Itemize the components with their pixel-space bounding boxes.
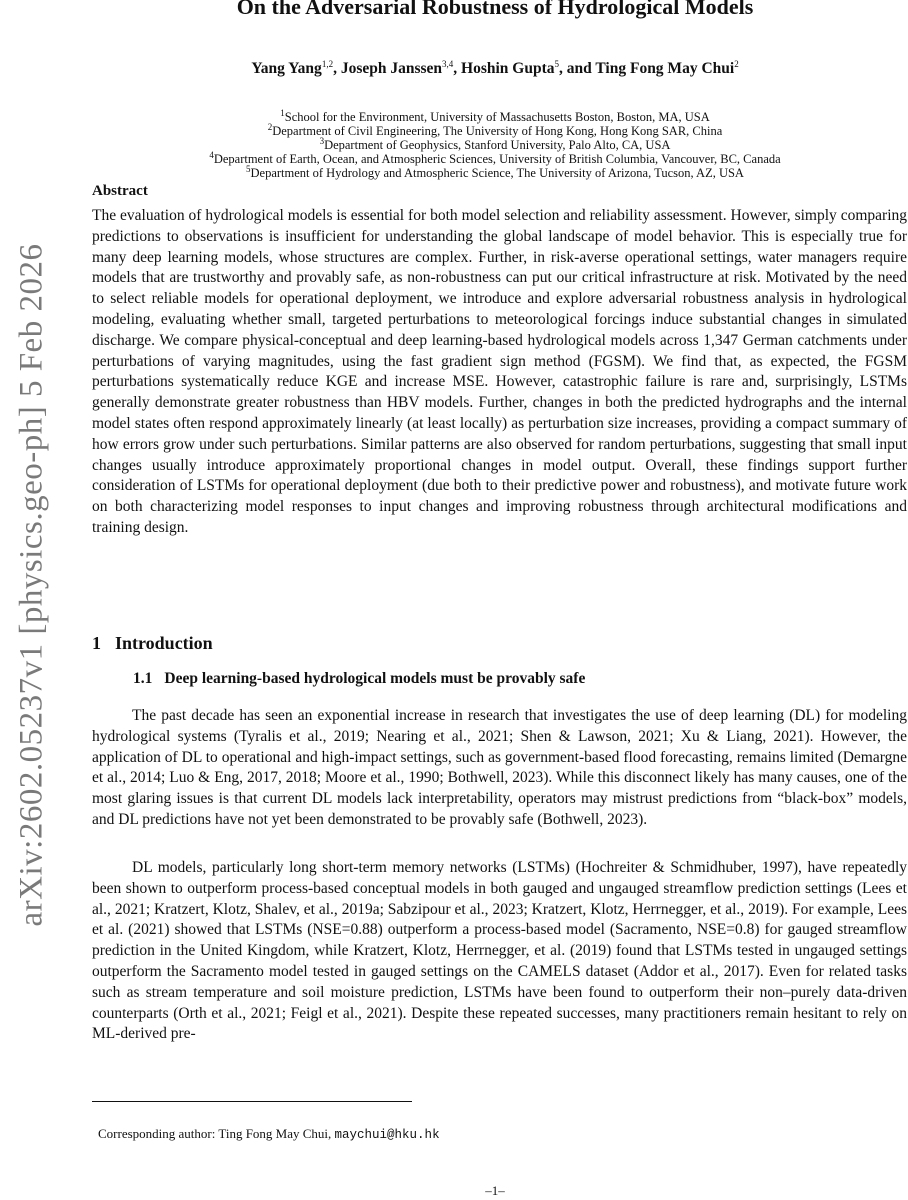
abstract-heading: Abstract: [92, 183, 148, 199]
arxiv-identifier: arXiv:2602.05237v1 [physics.geo-ph] 5 Feb 2026: [13, 243, 50, 927]
subsection-heading: 1.1 Deep learning-based hydrological models must be provably safe: [133, 670, 586, 687]
page-number: –1–: [485, 1183, 505, 1198]
author: Ting Fong May Chui$^2$: [595, 58, 739, 77]
author: Joseph Janssen$^{3,4}$,: [340, 58, 462, 77]
email-link[interactable]: maychui@hku.hk: [334, 1128, 440, 1142]
abstract-text: The evaluation of hydrological models is essential for both model selection and reliability assessment. However, simply comparing predictions to observations is insufficient for understanding the global landscape of model behavior. This is especially true for many deep learning models, whose structures are complex. Further, in risk-averse operational settings, water managers require models that are trustworthy and provably safe, as non-robustness can put our critical infrastructure at risk. Motivated by the need to select reliable models for operational deployment, we introduce and explore adversarial robustness analysis in hydrological modeling, evaluating whether small, targeted perturbations to meteorological forcings induce substantial changes in simulated discharge. We compare physical-conceptual and deep learning-based hydrological models across 1,347 German catchments under perturbations of varying magnitudes, using the fast gradient sign method (FGSM). We find that, as expected, the FGSM perturbations systematically reduce KGE and increase MSE. However, catastrophic failure is rare and, surprisingly, LSTMs generally demonstrate greater robustness than HBV models. Further, changes in both the predicted hydrographs and the internal model states often respond approximately linearly (at least locally) as perturbation size increases, providing a compact summary of how errors grow under such perturbations. Similar patterns are also observed for random perturbations, suggesting that small input changes usually introduce approximately proportional changes in model output. Overall, these findings support further consideration of LSTMs for operational deployment (due both to their predictive power and robustness), and motivate future work on both characterizing model responses to input changes and improving robustness through architectural modifications and training design.: [92, 207, 907, 536]
body-paragraph: The past decade has seen an exponential increase in research that investigates the use of deep learning (DL) for modeling hydrological systems (Tyralis et al., 2019; Nearing et al., 2021; Shen & Lawson, 2021; Xu & Liang, 2021). However, the application of DL to operational and high-impact settings, such as government-based flood forecasting, remains limited (Demargne et al., 2014; Luo & Eng, 2017, 2018; Moore et al., 1990; Bothwell, 2023). While this disconnect likely has many causes, one of the most glaring issues is that current DL models lack interpretability, operators may mistrust predictions from “black-box” models, and DL predictions have not yet been demonstrated to be provably safe (Bothwell, 2023).: [92, 707, 907, 828]
section-heading: 1 Introduction: [92, 633, 213, 653]
affiliation: $^4$Department of Earth, Ocean, and Atmospheric Sciences, University of British Columbia, Vancouver, BC, Canada: [209, 149, 781, 166]
body-paragraph: DL models, particularly long short-term memory networks (LSTMs) (Hochreiter & Schmidhuber, 1997), have repeatedly been shown to outperform process-based conceptual models in both gauged and ungauged streamflow prediction settings (Lees et al., 2021; Kratzert, Klotz, Shalev, et al., 2019a; Sabzipour et al., 2023; Kratzert, Klotz, Herrnegger, et al., 2019). For example, Lees et al. (2021) showed that LSTMs (NSE=0.88) outperform a process-based model (Sacramento, NSE=0.8) for gauged streamflow prediction in the United Kingdom, while Kratzert, Klotz, Herrnegger, et al. (2019) found that LSTMs tested in ungauged settings outperform the Sacramento model tested in gauged settings on the CAMELS dataset (Addor et al., 2017). Even for related tasks such as stream temperature and soil moisture prediction, LSTMs have been found to outperform their non–purely data-driven counterparts (Orth et al., 2021; Feigl et al., 2021). Despite these repeated successes, many practitioners remain hesitant to rely on ML-derived pre-: [92, 859, 907, 1043]
author: Hoshin Gupta$^5$, and: [461, 58, 596, 77]
affiliation: $^3$Department of Geophysics, Stanford University, Palo Alto, CA, USA: [319, 135, 671, 152]
author-list: [0, 60, 908, 78]
affiliation: $^2$Department of Civil Engineering, The University of Hong Kong, Hong Kong SAR, China: [267, 121, 723, 138]
affiliation: $^5$Department of Hydrology and Atmospheric Science, The University of Arizona, Tucson, AZ, USA: [246, 163, 744, 180]
affiliations: [0, 107, 908, 180]
footnote-divider: [92, 1101, 412, 1102]
corresponding-author-footnote: Corresponding author: Ting Fong May Chui, maychui@hku.hk: [98, 1126, 440, 1142]
author: Yang Yang$^{1,2}$,: [251, 58, 341, 77]
affiliation: $^1$School for the Environment, University of Massachusetts Boston, Boston, MA, USA: [280, 107, 710, 124]
arxiv-sidebar: [0, 0, 60, 1200]
paper-title: On the Adversarial Robustness of Hydrological Models: [236, 0, 754, 19]
